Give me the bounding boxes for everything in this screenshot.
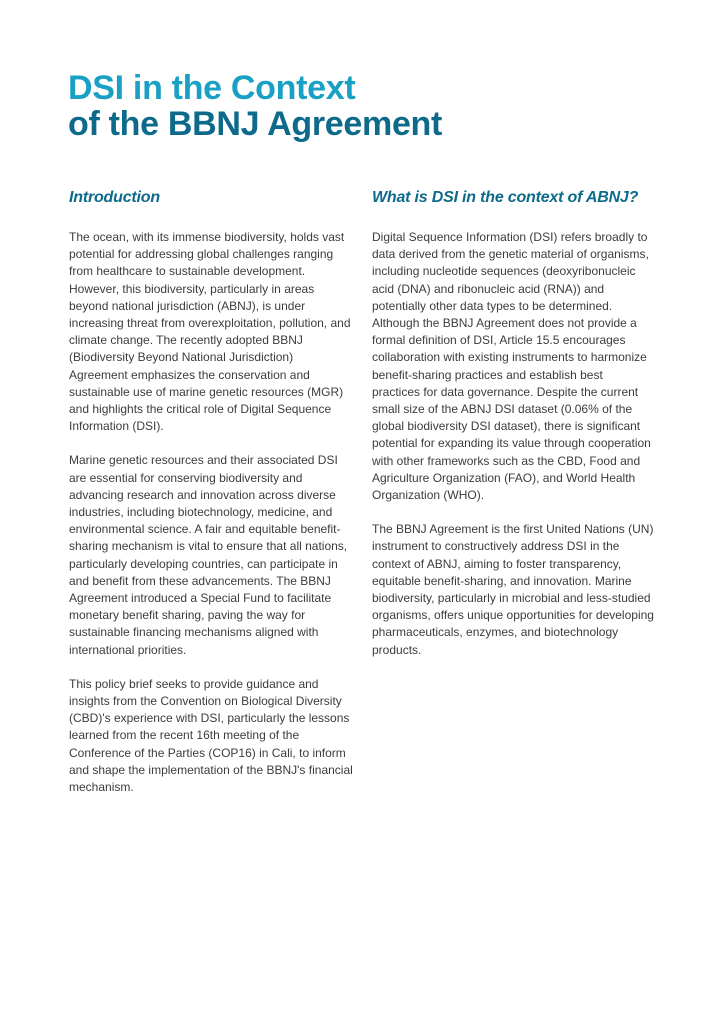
dsi-context-paragraph-1: Digital Sequence Information (DSI) refers broadly to data derived from the genetic material of organisms, including nucleotide sequences (deoxyribonucleic acid (DNA) and ribonucleic acid (RNA)) and potentially other data types to be determined. Although the BBNJ Agreement does not provide a formal definition of DSI, Article 15.5 encourages collaboration with existing instruments to harmonize benefit-sharing practices and establish best practices for data governance. Despite the current small size of the ABNJ DSI dataset (0.06% of the global biodiversity DSI dataset), there is significant potential for expanding its value through cooperation with other frameworks such as the CBD, Food and Agriculture Organization (FAO), and World Health Organization (WHO). [372,230,651,503]
introduction-paragraph-3: This policy brief seeks to provide guidance and insights from the Convention on Biological Diversity (CBD)'s experience with DSI, particularly the lessons learned from the recent 16th meeting of the Conference of the Parties (COP16) in Cali, to inform and shape the implementation of the BBNJ's financial mechanism. [69,676,353,795]
dsi-context-section [372,188,654,676]
introduction-section [69,188,354,813]
page-title-line-2: of the BBNJ Agreement [68,105,443,143]
introduction-paragraph-1: The ocean, with its immense biodiversity, holds vast potential for addressing global challenges ranging from healthcare to sustainable development. However, this biodiversity, particularly in areas beyond national jurisdiction (ABNJ), is under increasing threat from overexploitation, pollution, and climate change. The recently adopted BBNJ (Biodiversity Beyond National Jurisdiction) Agreement emphasizes the conservation and sustainable use of marine genetic resources (MGR) and highlights the critical role of Digital Sequence Information (DSI). [69,230,351,434]
introduction-heading: Introduction [69,189,160,206]
dsi-context-heading: What is DSI in the context of ABNJ? [372,189,639,206]
page-title [68,70,442,142]
dsi-context-paragraph-2: The BBNJ Agreement is the first United Nations (UN) instrument to constructively address DSI in the context of ABNJ, aiming to foster transparency, equitable benefit-sharing, and innovation. Marine biodiversity, particularly in microbial and less-studied organisms, offers unique opportunities for developing pharmaceuticals, enzymes, and biotechnology products. [372,522,654,657]
introduction-paragraph-2: Marine genetic resources and their associated DSI are essential for conserving biodiversity and advancing research and innovation across diverse industries, including biotechnology, medicine, and environmental science. A fair and equitable benefit-sharing mechanism is vital to ensure that all nations, particularly developing countries, can participate in and benefit from these advancements. The BBNJ Agreement introduced a Special Fund to facilitate monetary benefit sharing, paving the way for sustainable financing mechanisms aligned with international priorities. [69,453,348,657]
page-title-line-1: DSI in the Context [68,69,356,107]
